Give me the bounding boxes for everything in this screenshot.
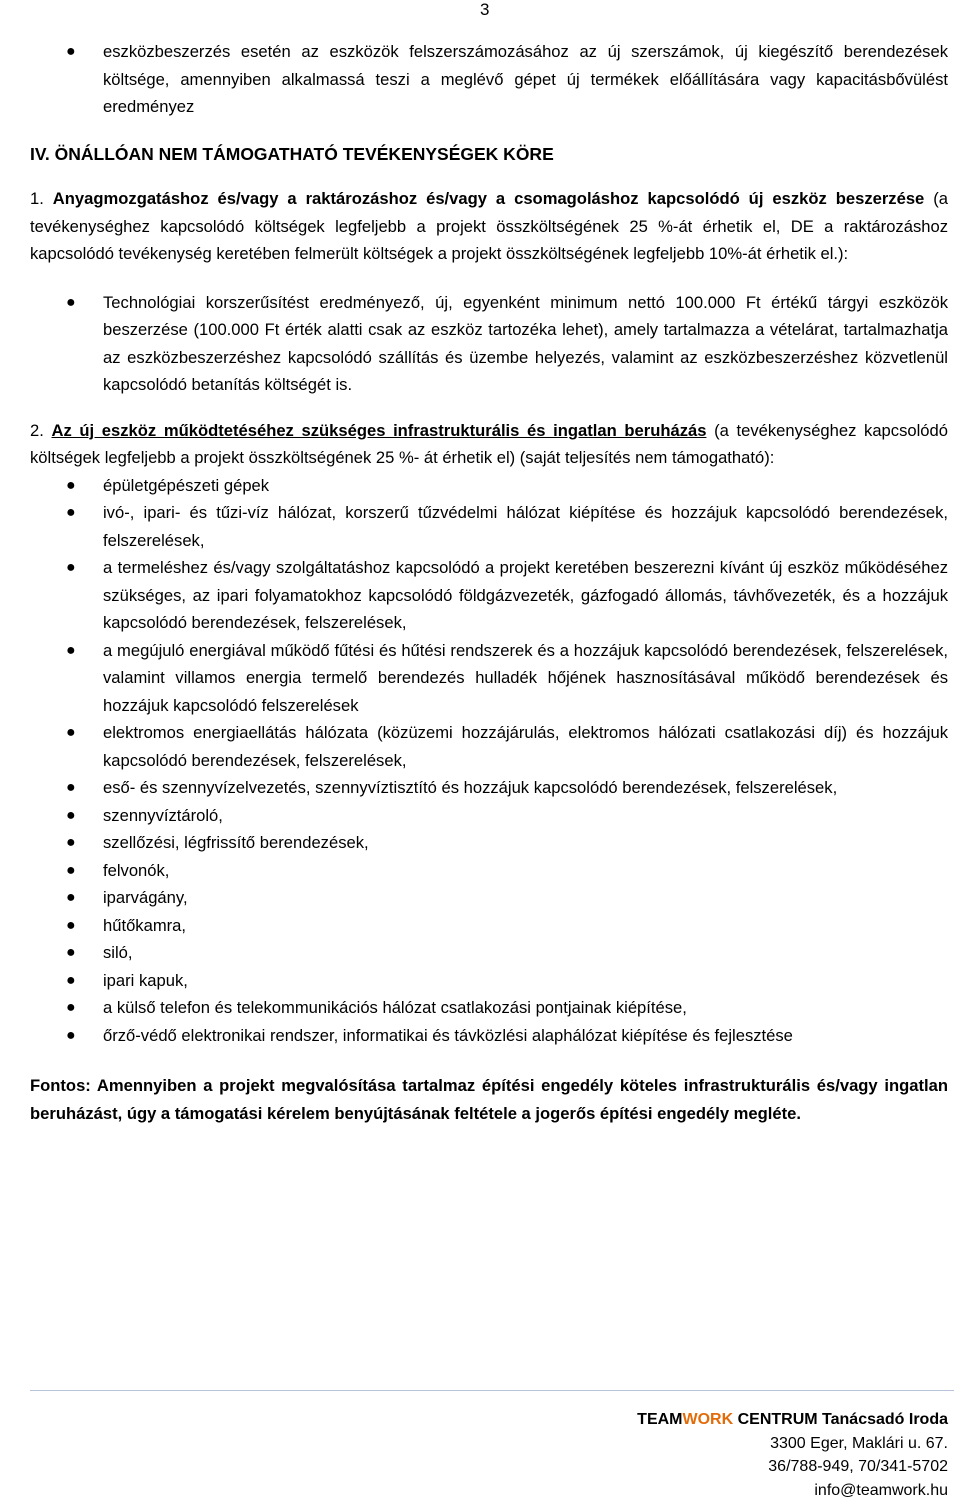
item2-bullet-text: eső- és szennyvízelvezetés, szennyvíztisztító és hozzájuk kapcsolódó berendezések, felszerelések, (103, 774, 948, 802)
bullet-icon: ● (30, 912, 103, 940)
bullet-icon: ● (30, 829, 103, 857)
item2-bullet-text: a megújuló energiával működő fűtési és hűtési rendszerek és a hozzájuk kapcsolódó berendezések, felszerelések, valamint villamos energia termelő berendezés hulladék hőjének hasznosításával működő berendezések és hozzájuk kapcsolódó felszerelések (103, 637, 948, 720)
item1-paragraph (30, 185, 948, 268)
footer-contact (637, 1408, 948, 1502)
list-item (30, 289, 948, 399)
item1-rest: (a tevékenységhez kapcsolódó költségek legfeljebb a projekt összköltségének 25 %-át érhetik el, DE a raktározáshoz kapcsolódó tevékenység keretében felmerült költségek a projekt összköltségének legfeljebb 10%-át érhetik el.): (30, 189, 948, 263)
footer-divider (30, 1390, 954, 1391)
list-item (30, 472, 948, 500)
item2-bullet-text: iparvágány, (103, 884, 948, 912)
bullet-icon: ● (30, 884, 103, 912)
item2-bullet-text: épületgépészeti gépek (103, 472, 948, 500)
list-item (30, 829, 948, 857)
list-item (30, 554, 948, 637)
item2-bullet-text: a külső telefon és telekommunikációs hálózat csatlakozási pontjainak kiépítése, (103, 994, 948, 1022)
list-item (30, 719, 948, 774)
footer-brand: TEAMWORK CENTRUM Tanácsadó Iroda (637, 1408, 948, 1432)
list-item (30, 967, 948, 995)
list-item (30, 38, 948, 121)
item2-bullet-text: ivó-, ipari- és tűzi-víz hálózat, korszerű tűzvédelmi hálózat kiépítése és hozzájuk kapcsolódó berendezések, felszerelések, (103, 499, 948, 554)
list-item (30, 994, 948, 1022)
bullet-icon: ● (30, 289, 103, 399)
bullet-icon: ● (30, 994, 103, 1022)
bullet-icon: ● (30, 857, 103, 885)
list-item (30, 499, 948, 554)
item2-bullet-list (30, 472, 948, 1050)
bullet-icon: ● (30, 774, 103, 802)
document-body (30, 38, 948, 1127)
bullet-icon: ● (30, 967, 103, 995)
bullet-icon: ● (30, 719, 103, 774)
bullet-icon: ● (30, 472, 103, 500)
list-item (30, 912, 948, 940)
intro-bullet-text: eszközbeszerzés esetén az eszközök felszerszámozásához az új szerszámok, új kiegészítő berendezések költsége, amennyiben alkalmassá teszi a meglévő gépet új termékek előállítására vagy kapacitásbővülést eredményez (103, 38, 948, 121)
bullet-icon: ● (30, 637, 103, 720)
list-item (30, 774, 948, 802)
list-item (30, 939, 948, 967)
list-item (30, 857, 948, 885)
bullet-icon: ● (30, 38, 103, 121)
item2-bullet-text: őrző-védő elektronikai rendszer, informatikai és távközlési alaphálózat kiépítése és fejlesztése (103, 1022, 948, 1050)
item2-bullet-text: felvonók, (103, 857, 948, 885)
item1-number: 1. (30, 189, 44, 208)
bullet-icon: ● (30, 1022, 103, 1050)
item1-bold-title: Anyagmozgatáshoz és/vagy a raktározáshoz és/vagy a csomagoláshoz kapcsolódó új eszköz beszerzése (53, 189, 925, 208)
item2-bullet-text: elektromos energiaellátás hálózata (közüzemi hozzájárulás, elektromos hálózati csatlakozási díj) és hozzájuk kapcsolódó berendezések, felszerelések, (103, 719, 948, 774)
list-item (30, 884, 948, 912)
item2-bullet-text: ipari kapuk, (103, 967, 948, 995)
item2-bullet-text: a termeléshez és/vagy szolgáltatáshoz kapcsolódó a projekt keretében beszerezni kívánt új eszköz működéséhez szükséges, az ipari folyamatokhoz kapcsolódó földgázvezeték, gázfogadó állomás, távhővezeték, és a hozzájuk kapcsolódó berendezések, felszerelések, (103, 554, 948, 637)
list-item (30, 802, 948, 830)
section-heading: IV. ÖNÁLLÓAN NEM TÁMOGATHATÓ TEVÉKENYSÉGEK KÖRE (30, 141, 948, 169)
important-note: Fontos: Amennyiben a projekt megvalósítása tartalmaz építési engedély köteles infrastrukturális és/vagy ingatlan beruházást, úgy a támogatási kérelem benyújtásának feltétele a jogerős építési engedély megléte. (30, 1072, 948, 1127)
item2-bullet-text: siló, (103, 939, 948, 967)
list-item (30, 637, 948, 720)
footer-email: info@teamwork.hu (637, 1479, 948, 1502)
item2-bullet-text: hűtőkamra, (103, 912, 948, 940)
footer-address: 3300 Eger, Maklári u. 67. (637, 1432, 948, 1456)
item2-paragraph (30, 417, 948, 472)
item2-bold-title: Az új eszköz működtetéséhez szükséges infrastrukturális és ingatlan beruházás (51, 421, 706, 440)
item2-number: 2. (30, 421, 44, 440)
bullet-icon: ● (30, 554, 103, 637)
item2-rest: (a tevékenységhez kapcsolódó költségek legfeljebb a projekt összköltségének 25 %- át érhetik el) (saját teljesítés nem támogatható): (30, 421, 948, 468)
page-number: 3 (480, 0, 489, 20)
item1-bullet-text: Technológiai korszerűsítést eredményező, új, egyenként minimum nettó 100.000 Ft értékű tárgyi eszközök beszerzése (100.000 Ft érték alatti csak az eszköz tartozéka lehet), amely tartalmazza a vételárat, tartalmazhatja az eszközbeszerzéshez kapcsolódó szállítás és üzembe helyezés, valamint az eszközbeszerzéshez közvetlenül kapcsolódó betanítás költségét is. (103, 289, 948, 399)
item2-bullet-text: szennyvíztároló, (103, 802, 948, 830)
bullet-icon: ● (30, 499, 103, 554)
list-item (30, 1022, 948, 1050)
bullet-icon: ● (30, 802, 103, 830)
item2-bullet-text: szellőzési, légfrissítő berendezések, (103, 829, 948, 857)
bullet-icon: ● (30, 939, 103, 967)
footer-phone: 36/788-949, 70/341-5702 (637, 1455, 948, 1479)
